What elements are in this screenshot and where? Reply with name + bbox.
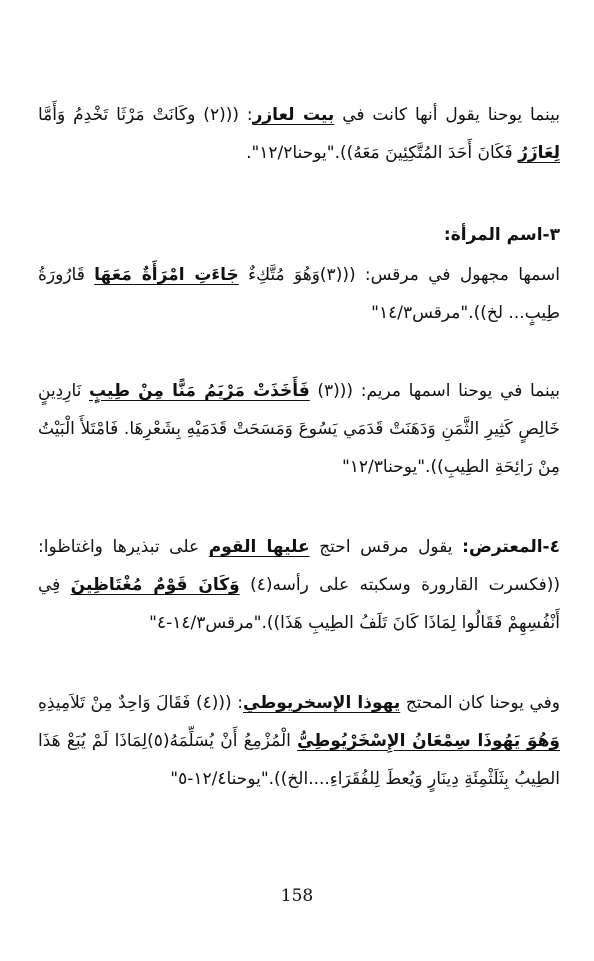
text: : (((٤) فَقَالَ وَاحِدٌ مِنْ تَلاَمِيذِهِ [38,693,243,713]
text: بينما في يوحنا اسمها مريم: (((٣) [309,381,560,401]
paragraph-objector-mark [38,528,560,642]
text: نَارِدِينٍ خَالِصٍ كَثِيرِ الثَّمَنِ وَدَهَنَتْ قَدَمَي يَسُوعَ وَمَسَحَتْ قَدَمَيْهِ بِشَعْرِهَا. فَامْتَلأَ الْبَيْتُ مِنْ رَائِحَةِ الطِيبِ))."يوحنا١٢/٣" [38,381,560,477]
text: فَكَانَ أَحَدَ المُتَّكِئِينَ مَعَهُ))."يوحنا١٢/٢". [246,143,519,163]
underlined-phrase: يهوذا الإسخريوطي [243,693,401,713]
text: قَارُورَةُ طِيبٍ... لخ))."مرقس١٤/٣" [38,265,560,323]
text: بينما يوحنا يقول أنها كانت في [334,105,560,125]
underlined-phrase: بيت لعازر [252,105,335,125]
underlined-phrase: عليها القوم [208,537,310,557]
paragraph-judas [38,684,560,798]
text: اسمها مجهول في مرقس: (((٣)وَهُوَ مُتَّكِءٌ [238,265,561,285]
page-number: 158 [280,886,314,906]
section-heading-woman-name: ٣-اسم المرأة: [443,225,560,245]
text: فِي أَنْفُسِهِمْ فَقَالُوا لِمَاذَا كَانَ تَلَفُ الطِيبِ هَذَا))."مرقس١٤/٣-٤" [38,575,560,633]
paragraph-john-mary [38,372,560,486]
text: على تبذيرها واغتاظوا: ((فكسرت القارورة وسكبته على رأسه(٤) [38,537,560,595]
text: يقول مرقس احتج [309,537,463,557]
text: : (((٢) وكَانَتْ مَرْثَا تَخْدِمُ وَأَمَّا [38,105,253,125]
underlined-phrase: جَاءَتِ امْرَأَةٌ مَعَهَا [94,265,239,285]
section-heading-objector: ٤-المعترض: [462,537,561,557]
underlined-phrase: وَهُوَ يَهُوذَا سِمْعَانُ الإِسْخَرْيُوطِيُّ [297,731,560,751]
underlined-phrase: فَأَخَذَتْ مَرْيَمُ مَنًّا مِنْ طِيبٍ [89,381,310,401]
text: وفي يوحنا كان المحتج [400,693,560,713]
underlined-phrase: لِعَازَرُ [518,143,560,163]
underlined-phrase: وَكَانَ قَوْمٌ مُغْتَاظِينَ [70,575,240,595]
paragraph-mark-unknown-woman [38,256,560,332]
text: الْمُزْمِعُ أَنْ يُسَلِّمَهُ(٥)لِمَاذَا لَمْ يُبَعْ هَذَا الطِيبُ بِثَلَثْمِئَةِ دِينَارٍ وَيُعطَ لِلفُقَرَاءِ....الخ))."يوحنا١٢/٤-٥" [38,731,560,789]
paragraph-bethany-lazarus [38,96,560,172]
